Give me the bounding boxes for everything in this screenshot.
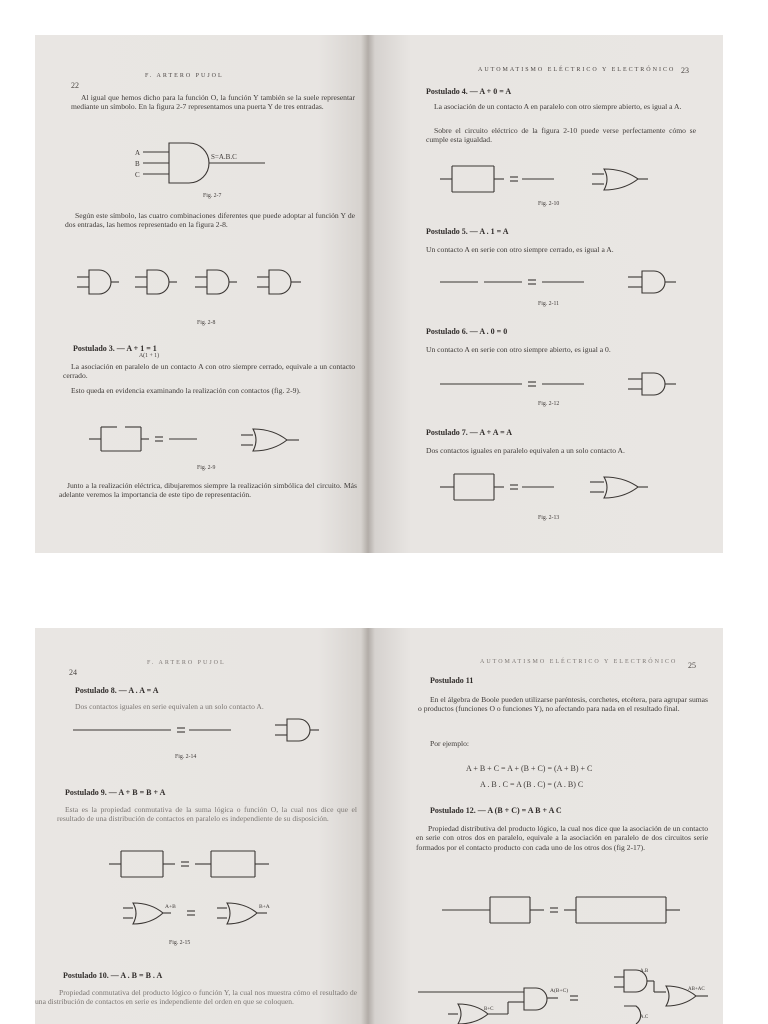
fig-2-17-gates bbox=[418, 964, 718, 1024]
fig-2-13-caption: Fig. 2-13 bbox=[538, 515, 560, 521]
intro-paragraph: Al igual que hemos dicho para la función O, la función Y también se la suele representar mediante un símbolo. En la figura 2-7 representamos una puerta Y de tres entradas. bbox=[71, 93, 355, 112]
page-number: 25 bbox=[688, 661, 696, 670]
postulate-7-text: Dos contactos iguales en paralelo equivalen a un solo contacto A. bbox=[426, 446, 625, 455]
fig-2-11-circuit bbox=[438, 267, 688, 297]
postulate-9-title: Postulado 9. — A + B = B + A bbox=[65, 788, 166, 797]
postulate-4-text2: Sobre el circuito eléctrico de la figura 2-10 puede verse perfectamente cómo se cumple esta igualdad. bbox=[426, 126, 696, 145]
input-b-label: B bbox=[135, 160, 140, 168]
postulate-6-text: Un contacto A en serie con otro siempre abierto, es igual a 0. bbox=[426, 345, 611, 354]
fig-2-7-caption: Fig. 2-7 bbox=[203, 193, 222, 199]
fig-2-14-caption: Fig. 2-14 bbox=[175, 754, 197, 760]
postulate-8-title: Postulado 8. — A . A = A bbox=[75, 686, 159, 695]
page-number: 22 bbox=[71, 81, 79, 90]
fig-2-17-circuit bbox=[440, 888, 710, 932]
formula-associative-sum: A + B + C = A + (B + C) = (A + B) + C bbox=[466, 764, 593, 773]
fig-2-14-circuit bbox=[71, 716, 321, 744]
postulate-12-text: Propiedad distributiva del producto lógico, la cual nos dice que la asociación de un contacto en serie con otros dos en paralelo, equivale a la asociación en paralelo de dos circuitos serie formados por el contacto producto con cada uno de los otros dos (fig 2-17). bbox=[416, 824, 708, 852]
formula-associative-product: A . B . C = A (B . C) = (A . B) C bbox=[480, 780, 584, 789]
example-label: Por ejemplo: bbox=[430, 739, 470, 748]
gate-a-bc-label: A(B+C) bbox=[550, 988, 569, 994]
fig-2-15-circuit bbox=[107, 843, 287, 885]
fig-2-12-caption: Fig. 2-12 bbox=[538, 401, 560, 407]
closing-paragraph: Junto a la realización eléctrica, dibujaremos siempre la realización simbólica del circuito. Más adelante veremos la importancia de este tipo de representación. bbox=[59, 481, 357, 500]
book-spread-bottom bbox=[35, 628, 723, 1024]
postulate-6-title: Postulado 6. — A . 0 = 0 bbox=[426, 327, 508, 336]
fig-2-9-caption: Fig. 2-9 bbox=[197, 465, 216, 471]
fig-2-15-gates bbox=[107, 896, 307, 932]
postulate-11-title: Postulado 11 bbox=[430, 676, 474, 685]
postulate-10-title: Postulado 10. — A . B = B . A bbox=[63, 971, 163, 980]
output-label: S=A.B.C bbox=[211, 153, 237, 161]
fig-2-7-and-gate bbox=[125, 137, 275, 189]
fig-2-9-circuit bbox=[87, 419, 337, 459]
book-spread-top bbox=[35, 35, 723, 553]
page-24 bbox=[35, 628, 368, 1024]
postulate-5-title: Postulado 5. — A . 1 = A bbox=[426, 227, 509, 236]
postulate-11-text: En el álgebra de Boole pueden utilizarse paréntesis, corchetes, etcétera, para agrupar sumas o productos (funciones O o funciones Y), no afectando para nada en el resultado final. bbox=[418, 695, 708, 714]
running-head: AUTOMATISMO ELÉCTRICO Y ELECTRÓNICO bbox=[478, 67, 676, 73]
page-number: 24 bbox=[69, 668, 77, 677]
postulate-9-text: Esta es la propiedad conmutativa de la suma lógica o función O, la cual nos dice que el resultado de una distribución de contactos en paralelo es independiente de su disposición. bbox=[57, 805, 357, 824]
postulate-10-text: Propiedad conmutativa del producto lógico o función Y, la cual nos muestra cómo el resultado de una distribución de contactos en serie es independiente del orden en que se coloquen. bbox=[35, 988, 357, 1007]
fig-2-15-caption: Fig. 2-15 bbox=[169, 940, 191, 946]
postulate-3-text: La asociación en paralelo de un contacto A con otro siempre cerrado, equivale a un contacto cerrado. bbox=[63, 362, 355, 381]
gate-b-plus-a-label: B+A bbox=[259, 904, 270, 910]
postulate-8-text: Dos contactos iguales en serie equivalen a un solo contacto A. bbox=[75, 702, 264, 711]
page-number: 23 bbox=[681, 66, 689, 75]
fig-2-8-caption: Fig. 2-8 bbox=[197, 320, 216, 326]
page-22 bbox=[35, 35, 368, 553]
postulate-7-title: Postulado 7. — A + A = A bbox=[426, 428, 513, 437]
input-c-label: C bbox=[135, 171, 140, 179]
input-a-label: A bbox=[135, 149, 141, 157]
postulate-12-title: Postulado 12. — A (B + C) = A B + A C bbox=[430, 806, 562, 815]
postulate-3-text2: Esto queda en evidencia examinando la realización con contactos (fig. 2-9). bbox=[71, 386, 301, 395]
gate-a-plus-b-label: A+B bbox=[165, 904, 176, 910]
book-gutter bbox=[361, 628, 375, 1024]
postulate-4-title: Postulado 4. — A + 0 = A bbox=[426, 87, 512, 96]
combinations-paragraph: Según este símbolo, las cuatro combinaciones diferentes que puede adoptar al función Y de dos entradas, las hemos representado en la figura 2-8. bbox=[65, 211, 355, 230]
page-23 bbox=[368, 35, 723, 553]
fig-2-10-circuit bbox=[438, 159, 678, 197]
fig-2-10-caption: Fig. 2-10 bbox=[538, 201, 560, 207]
postulate-4-text: La asociación de un contacto A en paralelo con otro siempre abierto, es igual a A. bbox=[434, 102, 682, 111]
running-head: F. ARTERO PUJOL bbox=[147, 660, 226, 666]
page-25 bbox=[368, 628, 723, 1024]
gate-a-dot-b-label: A.B bbox=[640, 969, 649, 974]
gate-a-dot-c-label: A.C bbox=[640, 1015, 649, 1020]
postulate-5-text: Un contacto A en serie con otro siempre cerrado, es igual a A. bbox=[426, 245, 614, 254]
gate-ab-plus-ac-label: AB+AC bbox=[688, 987, 705, 992]
fig-2-13-circuit bbox=[438, 467, 688, 507]
running-head: AUTOMATISMO ELÉCTRICO Y ELECTRÓNICO bbox=[480, 659, 678, 665]
fig-2-12-circuit bbox=[438, 369, 688, 399]
running-head: F. ARTERO PUJOL bbox=[145, 73, 224, 79]
gate-b-plus-c-label: B+C bbox=[484, 1007, 494, 1012]
handwritten-note: A(1 + 1) bbox=[139, 353, 160, 359]
fig-2-8-gate-combinations bbox=[73, 265, 323, 299]
fig-2-11-caption: Fig. 2-11 bbox=[538, 301, 560, 307]
postulate-3-title: Postulado 3. — A + 1 = 1 bbox=[73, 344, 157, 353]
book-gutter bbox=[361, 35, 375, 553]
